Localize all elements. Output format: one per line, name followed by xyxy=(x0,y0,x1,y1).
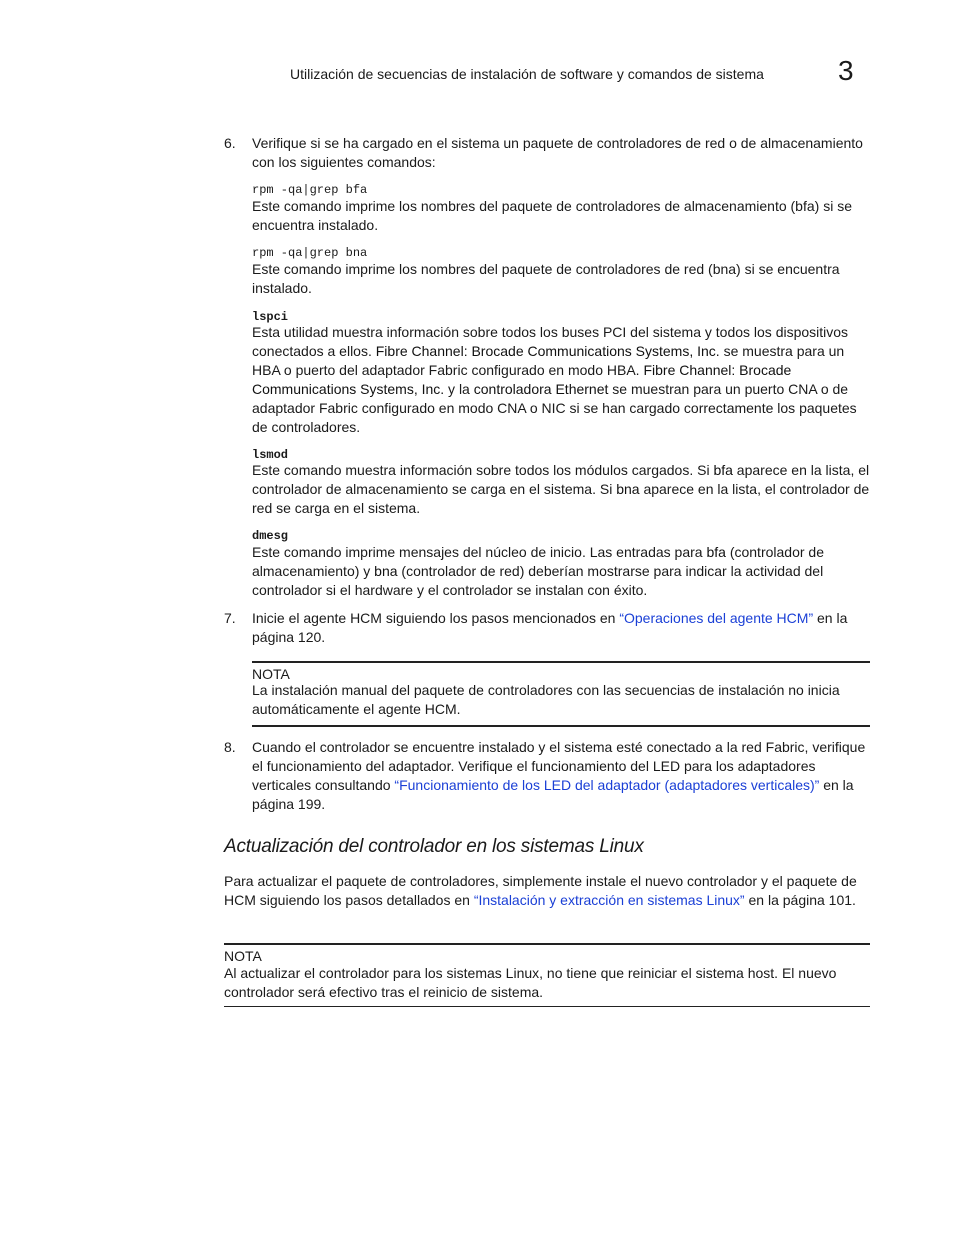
lspci-text: se muestra para un HBA o puerto del adaptador Fabric configurado en modo HBA. xyxy=(252,343,845,378)
note-text: Al actualizar el controlador para los sistemas Linux, no tiene que reiniciar el sistema host. El nuevo controlador será efectivo tras el reinicio de sistema. xyxy=(224,965,837,1000)
link-instalacion-linux[interactable]: “Instalación y extracción en sistemas Linux” xyxy=(473,892,745,908)
lspci-text: se muestran para un puerto CNA o de adaptador Fabric configurado en modo CNA o NIC si se han cargado correctamente los paquetes de controladores. xyxy=(252,381,857,435)
lsmod-emphasis: bfa xyxy=(713,462,733,478)
command-dmesg-description xyxy=(252,543,872,600)
dmesg-emphasis: bfa xyxy=(706,544,726,560)
lspci-emphasis: controladora Ethernet xyxy=(473,381,609,397)
note-label: NOTA xyxy=(252,666,290,682)
page-header-title: Utilización de secuencias de instalación de software y comandos de sistema xyxy=(290,66,764,82)
section-heading: Actualización del controlador en los sistemas Linux xyxy=(224,836,644,857)
dmesg-emphasis: bna xyxy=(374,563,398,579)
command-rpm-bfa-description: Este comando imprime los nombres del paquete de controladores de almacenamiento (bfa) si se encuentra instalado. xyxy=(252,198,852,233)
command-rpm-bna-description: Este comando imprime los nombres del paquete de controladores de red (bna) si se encuentra instalado. xyxy=(252,261,840,296)
step-number-8: 8. xyxy=(224,739,236,755)
command-rpm-bna: rpm -qa|grep bna xyxy=(252,246,368,260)
step-8-text-part: en la página 199. xyxy=(252,777,854,812)
command-lsmod: lsmod xyxy=(252,448,289,462)
step-8-text xyxy=(252,738,872,814)
command-lsmod-description xyxy=(252,461,872,518)
lspci-text: Esta utilidad muestra información sobre todos los buses PCI del sistema y todos los dispositivos conectados a ellos. xyxy=(252,324,849,359)
dmesg-text: Este comando imprime mensajes del núcleo de inicio. Las entradas para xyxy=(252,544,707,560)
command-lspci-description xyxy=(252,323,872,437)
chapter-number: 3 xyxy=(838,55,854,86)
section-paragraph-text: en la página 101. xyxy=(744,892,856,908)
note-label: NOTA xyxy=(224,948,262,964)
command-lspci: lspci xyxy=(252,310,289,324)
step-6-intro: Verifique si se ha cargado en el sistema un paquete de controladores de red o de almacenamiento con los siguientes comandos: xyxy=(252,135,863,170)
lsmod-text: Este comando muestra información sobre todos los módulos cargados. Si xyxy=(252,462,714,478)
command-rpm-bfa: rpm -qa|grep bfa xyxy=(252,183,368,197)
lspci-emphasis: Fibre Channel: Brocade Communications Systems, Inc. xyxy=(252,362,792,397)
note-bottom-rule xyxy=(252,725,870,727)
lsmod-emphasis: bna xyxy=(616,481,640,497)
step-number-6: 6. xyxy=(224,135,236,151)
lsmod-text: aparece en la lista, el controlador de red se carga en el sistema. xyxy=(252,481,870,516)
note-bottom-rule xyxy=(224,1006,870,1007)
step-number-7: 7. xyxy=(224,610,236,626)
note-text: La instalación manual del paquete de controladores con las secuencias de instalación no inicia automáticamente el agente HCM. xyxy=(252,682,840,717)
link-funcionamiento-led[interactable]: “Funcionamiento de los LED del adaptador (adaptadores verticales)” xyxy=(394,777,820,793)
lspci-emphasis: Fibre Channel: Brocade Communications Systems, Inc. xyxy=(375,343,720,359)
lsmod-text: aparece en la lista, el controlador de almacenamiento se carga en el sistema. Si xyxy=(252,462,870,497)
section-paragraph-text: Para actualizar el paquete de controladores, simplemente instale el nuevo controlador y el paquete de HCM siguiendo los pasos detallados en xyxy=(224,873,857,908)
command-dmesg: dmesg xyxy=(252,529,289,543)
note-top-rule xyxy=(224,943,870,945)
step-7-text-part: en la página 120. xyxy=(252,610,848,645)
step-8-text-part: Cuando el controlador se encuentre instalado y el sistema esté conectado a la red Fabric, verifique el funcionamiento del adaptador. Verifique el funcionamiento del LED para los adaptadores verticales consultando xyxy=(252,739,866,793)
dmesg-text: (controlador de red) deberían mostrarse para indicar la actividad del controlador si el hardware y el controlador se instalan con éxito. xyxy=(252,563,824,598)
link-operaciones-agente-hcm[interactable]: “Operaciones del agente HCM” xyxy=(619,610,814,626)
note-top-rule xyxy=(252,661,870,663)
dmesg-text: (controlador de almacenamiento) y xyxy=(252,544,824,579)
step-7-text xyxy=(252,609,872,647)
step-7-text-part: Inicie el agente HCM siguiendo los pasos mencionados en xyxy=(252,610,620,626)
lspci-text: y la xyxy=(444,381,474,397)
section-paragraph xyxy=(224,872,872,910)
